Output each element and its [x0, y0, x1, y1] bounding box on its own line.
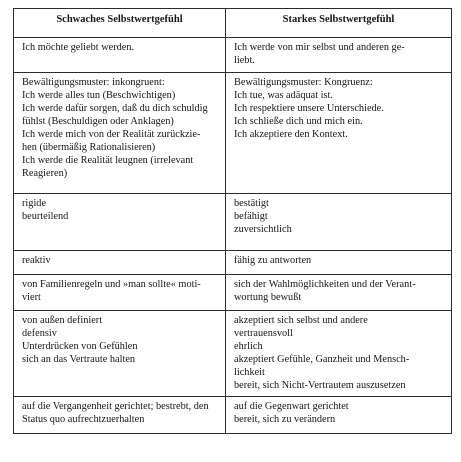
- cell-line: bereit, sich Nicht-Vertrautem auszusetzen: [234, 380, 406, 391]
- high-cell: [226, 251, 452, 275]
- table-row: [14, 194, 452, 251]
- cell-line: defensiv: [22, 328, 57, 339]
- cell-line: Ich werde die Realität leugnen (irrelevant: [22, 155, 194, 166]
- cell-line: liebt.: [234, 55, 255, 66]
- cell-line: Ich respektiere unsere Unterschiede.: [234, 103, 384, 114]
- cell-line: ehrlich: [234, 341, 263, 352]
- table-row: [14, 311, 452, 397]
- cell-line: bestätigt: [234, 198, 269, 209]
- low-cell: [14, 38, 226, 73]
- header-high-self-esteem: Starkes Selbstwertgefühl: [226, 9, 452, 38]
- low-cell: [14, 73, 226, 194]
- cell-line: Ich werde mich von der Realität zurückzie-: [22, 129, 201, 140]
- high-cell: [226, 397, 452, 434]
- cell-line: Reagieren): [22, 168, 68, 179]
- cell-line: auf die Vergangenheit gerichtet; bestrebt, den: [22, 401, 209, 412]
- cell-line: von Familienregeln und »man sollte« moti-: [22, 279, 201, 290]
- cell-line: Bewältigungsmuster: inkongruent:: [22, 77, 165, 88]
- cell-line: fühlst (Beschuldigen oder Anklagen): [22, 116, 174, 127]
- high-cell: [226, 275, 452, 311]
- cell-line: von außen definiert: [22, 315, 103, 326]
- cell-line: lichkeit: [234, 367, 265, 378]
- cell-line: rigide: [22, 198, 47, 209]
- low-cell: [14, 251, 226, 275]
- cell-line: sich an das Vertraute halten: [22, 354, 136, 365]
- cell-line: fähig zu antworten: [234, 255, 312, 266]
- cell-line: zuversichtlich: [234, 224, 292, 235]
- table-row: [14, 275, 452, 311]
- cell-line: akzeptiert Gefühle, Ganzheit und Mensch-: [234, 354, 410, 365]
- table-row: [14, 251, 452, 275]
- low-cell: [14, 275, 226, 311]
- low-cell: [14, 311, 226, 397]
- self-esteem-comparison-table: [13, 8, 452, 434]
- cell-line: Ich schließe dich und mich ein.: [234, 116, 363, 127]
- cell-line: reaktiv: [22, 255, 51, 266]
- cell-line: Ich akzeptiere den Kontext.: [234, 129, 348, 140]
- cell-line: vertrauensvoll: [234, 328, 293, 339]
- cell-line: auf die Gegenwart gerichtet: [234, 401, 349, 412]
- table-row: [14, 397, 452, 434]
- cell-line: Unterdrücken von Gefühlen: [22, 341, 138, 352]
- cell-line: bereit, sich zu verändern: [234, 414, 336, 425]
- cell-line: Ich möchte geliebt werden.: [22, 42, 135, 53]
- cell-line: beurteilend: [22, 211, 69, 222]
- table-row: [14, 73, 452, 194]
- high-cell: [226, 311, 452, 397]
- cell-line: Ich werde von mir selbst und anderen ge-: [234, 42, 405, 53]
- low-cell: [14, 397, 226, 434]
- cell-line: viert: [22, 292, 41, 303]
- cell-line: Ich werde alles tun (Beschwichtigen): [22, 90, 176, 101]
- header-low-self-esteem: Schwaches Selbstwertgefühl: [14, 9, 226, 38]
- cell-line: Status quo aufrechtzuerhalten: [22, 414, 145, 425]
- cell-line: Ich tue, was adäquat ist.: [234, 90, 333, 101]
- cell-line: Bewältigungsmuster: Kongruenz:: [234, 77, 373, 88]
- table-row: [14, 38, 452, 73]
- low-cell: [14, 194, 226, 251]
- cell-line: Ich werde dafür sorgen, daß du dich schuldig: [22, 103, 208, 114]
- cell-line: sich der Wahlmöglichkeiten und der Verant-: [234, 279, 416, 290]
- cell-line: akzeptiert sich selbst und andere: [234, 315, 368, 326]
- cell-line: wortung bewußt: [234, 292, 302, 303]
- table-header-row: [14, 9, 452, 38]
- cell-line: hen (übermäßig Rationalisieren): [22, 142, 156, 153]
- high-cell: [226, 194, 452, 251]
- high-cell: [226, 38, 452, 73]
- high-cell: [226, 73, 452, 194]
- cell-line: befähigt: [234, 211, 268, 222]
